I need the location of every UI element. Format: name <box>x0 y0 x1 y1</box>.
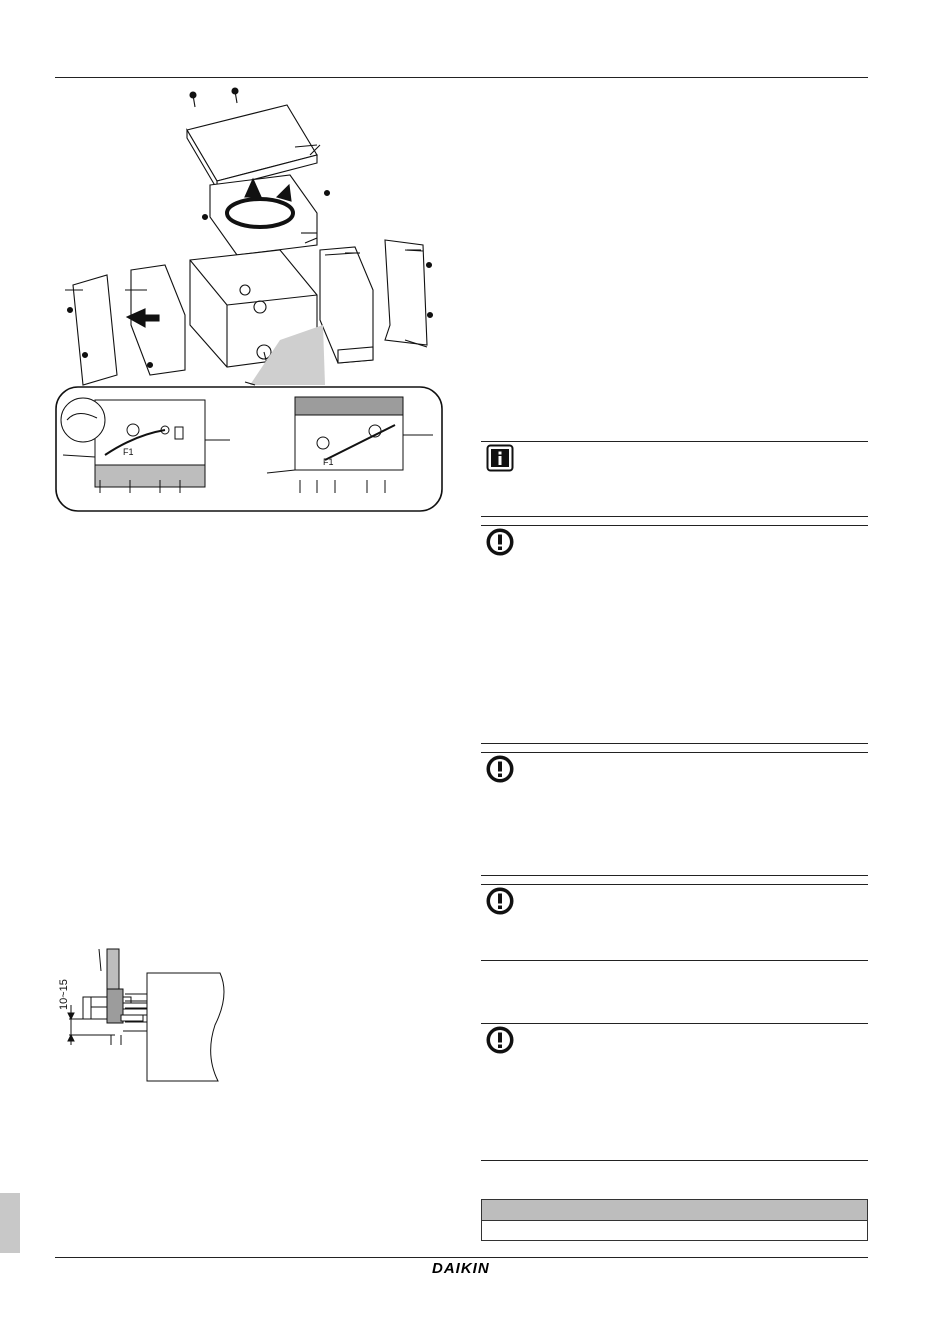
notice-rule-warning1-top <box>481 525 868 526</box>
notice-rule-info-bottom <box>481 516 868 517</box>
exclamation-icon <box>486 755 514 783</box>
notice-rule-warning3-bottom <box>481 960 868 961</box>
info-icon <box>486 444 514 472</box>
notice-rule-info-top <box>481 441 868 442</box>
table-row <box>481 1221 868 1241</box>
header-rule <box>55 77 868 78</box>
notice-rule-warning4-bottom <box>481 1160 868 1161</box>
notice-rule-warning1-bottom <box>481 743 868 744</box>
screw-icon <box>190 92 196 107</box>
notice-rule-warning3-top <box>481 884 868 885</box>
screw-icon <box>232 88 238 103</box>
brand-logo: DAIKIN <box>432 1260 490 1277</box>
dimension-label: 10~15 <box>58 979 70 1010</box>
notice-rule-warning2-bottom <box>481 875 868 876</box>
side-tab <box>0 1193 20 1253</box>
exclamation-icon <box>486 887 514 915</box>
table-header <box>481 1199 868 1221</box>
exclamation-icon <box>486 528 514 556</box>
inset-label-f1-left: F1 <box>123 447 134 457</box>
footer-rule <box>55 1257 868 1258</box>
notice-rule-warning4-top <box>481 1023 868 1024</box>
exploded-unit-figure <box>55 85 445 515</box>
notice-rule-warning2-top <box>481 752 868 753</box>
pipe-detail-figure <box>55 945 255 1085</box>
inset-label-f1-right: F1 <box>323 457 334 467</box>
exclamation-icon <box>486 1026 514 1054</box>
